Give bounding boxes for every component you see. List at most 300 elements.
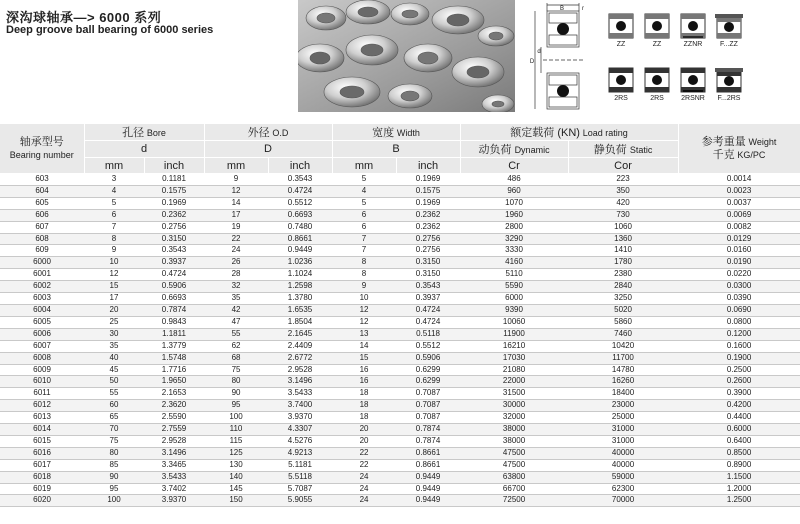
bearings-photo bbox=[298, 0, 515, 112]
cell-dynamic-load: 47500 bbox=[460, 459, 568, 471]
cell-width-inch: 0.2362 bbox=[396, 209, 460, 221]
table-row bbox=[0, 185, 800, 197]
cell-od-mm: 26 bbox=[204, 257, 268, 269]
cell-bore-inch: 0.3543 bbox=[144, 245, 204, 257]
cell-od-mm: 80 bbox=[204, 376, 268, 388]
header-od-inch: inch bbox=[268, 158, 332, 174]
seal-type-f-zz: F...ZZ bbox=[711, 12, 747, 49]
cell-od-mm: 12 bbox=[204, 185, 268, 197]
cell-width-mm: 22 bbox=[332, 447, 396, 459]
cell-bearing-number: 607 bbox=[0, 221, 84, 233]
cell-bore-inch: 0.3150 bbox=[144, 233, 204, 245]
cell-bore-inch: 1.9650 bbox=[144, 376, 204, 388]
table-row bbox=[0, 209, 800, 221]
cell-od-inch: 0.3543 bbox=[268, 174, 332, 186]
cell-weight: 0.6000 bbox=[678, 424, 800, 436]
cell-bearing-number: 6015 bbox=[0, 435, 84, 447]
cell-width-inch: 0.5118 bbox=[396, 328, 460, 340]
cell-bearing-number: 6002 bbox=[0, 281, 84, 293]
cell-static-load: 25000 bbox=[568, 412, 678, 424]
cell-dynamic-load: 3330 bbox=[460, 245, 568, 257]
cell-bore-mm: 10 bbox=[84, 257, 144, 269]
cell-od-mm: 150 bbox=[204, 495, 268, 507]
cell-bore-mm: 3 bbox=[84, 174, 144, 186]
cell-dynamic-load: 9390 bbox=[460, 304, 568, 316]
cell-dynamic-load: 5110 bbox=[460, 269, 568, 281]
cell-od-inch: 3.1496 bbox=[268, 376, 332, 388]
table-row bbox=[0, 388, 800, 400]
cell-dynamic-load: 30000 bbox=[460, 400, 568, 412]
cell-weight: 0.2600 bbox=[678, 376, 800, 388]
cell-width-mm: 12 bbox=[332, 304, 396, 316]
cell-width-inch: 0.5906 bbox=[396, 352, 460, 364]
cell-od-inch: 4.5276 bbox=[268, 435, 332, 447]
cell-bore-mm: 45 bbox=[84, 364, 144, 376]
cell-weight: 1.2500 bbox=[678, 495, 800, 507]
cell-width-inch: 0.3937 bbox=[396, 293, 460, 305]
cell-static-load: 16260 bbox=[568, 376, 678, 388]
header-weight: 参考重量 Weight 千克 KG/PC bbox=[678, 124, 800, 174]
table-row bbox=[0, 400, 800, 412]
cell-od-mm: 22 bbox=[204, 233, 268, 245]
cell-dynamic-load: 31500 bbox=[460, 388, 568, 400]
cell-bearing-number: 604 bbox=[0, 185, 84, 197]
cell-od-mm: 145 bbox=[204, 483, 268, 495]
cell-static-load: 223 bbox=[568, 174, 678, 186]
cell-od-mm: 140 bbox=[204, 471, 268, 483]
cell-bore-mm: 65 bbox=[84, 412, 144, 424]
cell-bore-inch: 0.2756 bbox=[144, 221, 204, 233]
cell-bore-inch: 0.1181 bbox=[144, 174, 204, 186]
cell-bore-inch: 2.9528 bbox=[144, 435, 204, 447]
seal-type-f-2rs: F...2RS bbox=[711, 66, 747, 103]
table-row bbox=[0, 233, 800, 245]
cell-bore-mm: 20 bbox=[84, 304, 144, 316]
cell-bore-inch: 1.3779 bbox=[144, 340, 204, 352]
cell-width-mm: 24 bbox=[332, 495, 396, 507]
cell-width-mm: 20 bbox=[332, 435, 396, 447]
cell-width-inch: 0.3543 bbox=[396, 281, 460, 293]
cell-static-load: 350 bbox=[568, 185, 678, 197]
cell-bore-inch: 1.5748 bbox=[144, 352, 204, 364]
header-width: 宽度 Width bbox=[332, 124, 460, 141]
cell-bearing-number: 6009 bbox=[0, 364, 84, 376]
cell-bearing-number: 609 bbox=[0, 245, 84, 257]
cell-od-mm: 130 bbox=[204, 459, 268, 471]
cell-dynamic-load: 38000 bbox=[460, 424, 568, 436]
cell-static-load: 11700 bbox=[568, 352, 678, 364]
cell-bore-inch: 3.1496 bbox=[144, 447, 204, 459]
cell-bore-inch: 2.5590 bbox=[144, 412, 204, 424]
cell-static-load: 59000 bbox=[568, 471, 678, 483]
cell-weight: 0.1200 bbox=[678, 328, 800, 340]
cell-static-load: 1410 bbox=[568, 245, 678, 257]
table-row bbox=[0, 174, 800, 186]
cell-weight: 0.4400 bbox=[678, 412, 800, 424]
table-row bbox=[0, 495, 800, 507]
table-row bbox=[0, 316, 800, 328]
cell-bore-inch: 0.5906 bbox=[144, 281, 204, 293]
cell-od-inch: 3.9370 bbox=[268, 412, 332, 424]
cell-bore-inch: 0.3937 bbox=[144, 257, 204, 269]
cell-weight: 0.0023 bbox=[678, 185, 800, 197]
table-row bbox=[0, 245, 800, 257]
header-B-symbol: B bbox=[332, 141, 460, 158]
cell-static-load: 3250 bbox=[568, 293, 678, 305]
header-load-rating: 额定载荷 (KN) Load rating bbox=[460, 124, 678, 141]
cell-od-mm: 24 bbox=[204, 245, 268, 257]
cell-width-inch: 0.4724 bbox=[396, 304, 460, 316]
cell-bore-mm: 4 bbox=[84, 185, 144, 197]
cell-dynamic-load: 486 bbox=[460, 174, 568, 186]
cell-bearing-number: 6019 bbox=[0, 483, 84, 495]
cell-bore-mm: 85 bbox=[84, 459, 144, 471]
cell-width-inch: 0.6299 bbox=[396, 376, 460, 388]
cell-od-mm: 75 bbox=[204, 364, 268, 376]
cell-dynamic-load: 4160 bbox=[460, 257, 568, 269]
cell-weight: 0.0082 bbox=[678, 221, 800, 233]
cell-bearing-number: 6003 bbox=[0, 293, 84, 305]
cell-width-mm: 22 bbox=[332, 459, 396, 471]
cell-static-load: 31000 bbox=[568, 424, 678, 436]
cell-od-mm: 28 bbox=[204, 269, 268, 281]
cell-od-mm: 32 bbox=[204, 281, 268, 293]
cell-weight: 0.8900 bbox=[678, 459, 800, 471]
bearing-cross-section-diagram bbox=[513, 1, 601, 114]
cell-od-mm: 62 bbox=[204, 340, 268, 352]
cell-width-mm: 8 bbox=[332, 269, 396, 281]
cell-od-inch: 0.8661 bbox=[268, 233, 332, 245]
cell-bore-inch: 2.1653 bbox=[144, 388, 204, 400]
cell-bore-mm: 100 bbox=[84, 495, 144, 507]
cell-static-load: 730 bbox=[568, 209, 678, 221]
cell-width-mm: 7 bbox=[332, 233, 396, 245]
cell-width-mm: 8 bbox=[332, 257, 396, 269]
cell-bearing-number: 6007 bbox=[0, 340, 84, 352]
cell-od-inch: 5.1181 bbox=[268, 459, 332, 471]
cell-width-mm: 18 bbox=[332, 388, 396, 400]
cell-od-inch: 5.9055 bbox=[268, 495, 332, 507]
cell-dynamic-load: 17030 bbox=[460, 352, 568, 364]
cell-od-mm: 125 bbox=[204, 447, 268, 459]
header-D-symbol: D bbox=[204, 141, 332, 158]
table-row bbox=[0, 221, 800, 233]
cell-od-inch: 1.2598 bbox=[268, 281, 332, 293]
seal-type-2rsnr: 2RSNR bbox=[675, 66, 711, 103]
cell-width-inch: 0.1969 bbox=[396, 174, 460, 186]
cell-bore-mm: 8 bbox=[84, 233, 144, 245]
cell-bearing-number: 608 bbox=[0, 233, 84, 245]
cell-bore-mm: 9 bbox=[84, 245, 144, 257]
cell-bore-inch: 3.3465 bbox=[144, 459, 204, 471]
cell-width-mm: 24 bbox=[332, 483, 396, 495]
cell-dynamic-load: 47500 bbox=[460, 447, 568, 459]
cell-bore-inch: 0.2362 bbox=[144, 209, 204, 221]
cell-weight: 0.0690 bbox=[678, 304, 800, 316]
cell-width-inch: 0.2756 bbox=[396, 233, 460, 245]
cell-static-load: 420 bbox=[568, 197, 678, 209]
cell-od-inch: 5.7087 bbox=[268, 483, 332, 495]
table-row bbox=[0, 257, 800, 269]
cell-static-load: 18400 bbox=[568, 388, 678, 400]
table-row bbox=[0, 483, 800, 495]
cell-static-load: 70000 bbox=[568, 495, 678, 507]
cell-dynamic-load: 3290 bbox=[460, 233, 568, 245]
cell-weight: 0.1900 bbox=[678, 352, 800, 364]
page-title-en: Deep groove ball bearing of 6000 series bbox=[6, 24, 214, 36]
table-row bbox=[0, 352, 800, 364]
cell-width-mm: 18 bbox=[332, 412, 396, 424]
cell-bearing-number: 605 bbox=[0, 197, 84, 209]
cell-bore-mm: 12 bbox=[84, 269, 144, 281]
table-row bbox=[0, 412, 800, 424]
cell-od-inch: 3.5433 bbox=[268, 388, 332, 400]
cell-bore-inch: 3.7402 bbox=[144, 483, 204, 495]
cell-bore-mm: 7 bbox=[84, 221, 144, 233]
table-row bbox=[0, 293, 800, 305]
cell-width-inch: 0.3150 bbox=[396, 269, 460, 281]
cell-bore-mm: 30 bbox=[84, 328, 144, 340]
cell-bearing-number: 6011 bbox=[0, 388, 84, 400]
cell-bearing-number: 6017 bbox=[0, 459, 84, 471]
cell-dynamic-load: 21080 bbox=[460, 364, 568, 376]
cell-od-inch: 1.1024 bbox=[268, 269, 332, 281]
cell-weight: 0.0160 bbox=[678, 245, 800, 257]
table-row bbox=[0, 471, 800, 483]
cell-bore-mm: 55 bbox=[84, 388, 144, 400]
cell-weight: 1.2000 bbox=[678, 483, 800, 495]
cell-od-mm: 110 bbox=[204, 424, 268, 436]
cell-od-inch: 4.9213 bbox=[268, 447, 332, 459]
cell-bore-inch: 0.1575 bbox=[144, 185, 204, 197]
cell-bearing-number: 603 bbox=[0, 174, 84, 186]
cell-od-mm: 19 bbox=[204, 221, 268, 233]
cell-bore-inch: 2.7559 bbox=[144, 424, 204, 436]
cell-od-mm: 17 bbox=[204, 209, 268, 221]
cell-od-mm: 115 bbox=[204, 435, 268, 447]
cell-width-mm: 5 bbox=[332, 197, 396, 209]
cell-width-inch: 0.9449 bbox=[396, 495, 460, 507]
cell-bore-mm: 95 bbox=[84, 483, 144, 495]
cell-weight: 0.8500 bbox=[678, 447, 800, 459]
cell-width-mm: 10 bbox=[332, 293, 396, 305]
table-row bbox=[0, 447, 800, 459]
cell-weight: 0.0037 bbox=[678, 197, 800, 209]
cell-weight: 0.1600 bbox=[678, 340, 800, 352]
cell-width-inch: 0.1575 bbox=[396, 185, 460, 197]
cell-bore-mm: 15 bbox=[84, 281, 144, 293]
cell-od-mm: 95 bbox=[204, 400, 268, 412]
cell-width-inch: 0.7087 bbox=[396, 400, 460, 412]
cell-od-mm: 35 bbox=[204, 293, 268, 305]
cell-static-load: 5860 bbox=[568, 316, 678, 328]
cell-bore-inch: 0.9843 bbox=[144, 316, 204, 328]
cell-bore-mm: 5 bbox=[84, 197, 144, 209]
cell-dynamic-load: 63800 bbox=[460, 471, 568, 483]
cell-bore-mm: 25 bbox=[84, 316, 144, 328]
cell-od-mm: 9 bbox=[204, 174, 268, 186]
cell-width-inch: 0.8661 bbox=[396, 447, 460, 459]
cell-width-inch: 0.9449 bbox=[396, 471, 460, 483]
cell-width-mm: 18 bbox=[332, 400, 396, 412]
table-row bbox=[0, 197, 800, 209]
cell-width-inch: 0.9449 bbox=[396, 483, 460, 495]
cell-width-mm: 12 bbox=[332, 316, 396, 328]
cell-dynamic-load: 38000 bbox=[460, 435, 568, 447]
cell-weight: 0.0129 bbox=[678, 233, 800, 245]
cell-static-load: 1780 bbox=[568, 257, 678, 269]
header-bore: 孔径 Bore bbox=[84, 124, 204, 141]
cell-static-load: 10420 bbox=[568, 340, 678, 352]
cell-bore-mm: 90 bbox=[84, 471, 144, 483]
table-row bbox=[0, 304, 800, 316]
cell-weight: 0.0800 bbox=[678, 316, 800, 328]
cell-weight: 0.0300 bbox=[678, 281, 800, 293]
cell-bearing-number: 6020 bbox=[0, 495, 84, 507]
cell-width-inch: 0.7087 bbox=[396, 388, 460, 400]
cell-static-load: 23000 bbox=[568, 400, 678, 412]
cell-dynamic-load: 5590 bbox=[460, 281, 568, 293]
cell-static-load: 62300 bbox=[568, 483, 678, 495]
cell-width-inch: 0.4724 bbox=[396, 316, 460, 328]
table-row bbox=[0, 376, 800, 388]
seal-type-zz-1: ZZ bbox=[603, 12, 639, 49]
cell-weight: 0.3900 bbox=[678, 388, 800, 400]
cell-bore-mm: 50 bbox=[84, 376, 144, 388]
page-title-zh: 深沟球轴承—> 6000 系列 bbox=[6, 10, 162, 25]
cell-bore-inch: 0.6693 bbox=[144, 293, 204, 305]
cell-od-inch: 2.6772 bbox=[268, 352, 332, 364]
cell-width-mm: 6 bbox=[332, 209, 396, 221]
cell-od-mm: 68 bbox=[204, 352, 268, 364]
cell-bearing-number: 6005 bbox=[0, 316, 84, 328]
diagram-label-D: D bbox=[529, 59, 535, 65]
cell-width-inch: 0.7087 bbox=[396, 412, 460, 424]
cell-bore-inch: 0.1969 bbox=[144, 197, 204, 209]
cell-bore-inch: 3.9370 bbox=[144, 495, 204, 507]
cell-od-inch: 2.4409 bbox=[268, 340, 332, 352]
cell-static-load: 1360 bbox=[568, 233, 678, 245]
cell-bearing-number: 6001 bbox=[0, 269, 84, 281]
cell-od-inch: 3.7400 bbox=[268, 400, 332, 412]
cell-weight: 0.0014 bbox=[678, 174, 800, 186]
cell-od-inch: 1.6535 bbox=[268, 304, 332, 316]
cell-od-inch: 0.6693 bbox=[268, 209, 332, 221]
header-cor: Cor bbox=[568, 158, 678, 174]
cell-od-inch: 0.9449 bbox=[268, 245, 332, 257]
table-row bbox=[0, 269, 800, 281]
diagram-label-r: r bbox=[582, 6, 584, 12]
cell-dynamic-load: 72500 bbox=[460, 495, 568, 507]
cell-bearing-number: 6004 bbox=[0, 304, 84, 316]
cell-bore-mm: 60 bbox=[84, 400, 144, 412]
cell-bore-mm: 75 bbox=[84, 435, 144, 447]
table-row bbox=[0, 424, 800, 436]
cell-width-mm: 15 bbox=[332, 352, 396, 364]
cell-width-inch: 0.5512 bbox=[396, 340, 460, 352]
cell-dynamic-load: 66700 bbox=[460, 483, 568, 495]
cell-bore-mm: 35 bbox=[84, 340, 144, 352]
cell-dynamic-load: 2800 bbox=[460, 221, 568, 233]
cell-od-mm: 100 bbox=[204, 412, 268, 424]
cell-weight: 0.0069 bbox=[678, 209, 800, 221]
cell-od-inch: 0.4724 bbox=[268, 185, 332, 197]
cell-width-inch: 0.3150 bbox=[396, 257, 460, 269]
cell-width-inch: 0.2362 bbox=[396, 221, 460, 233]
cell-weight: 0.0220 bbox=[678, 269, 800, 281]
table-row bbox=[0, 364, 800, 376]
cell-dynamic-load: 1070 bbox=[460, 197, 568, 209]
cell-static-load: 1060 bbox=[568, 221, 678, 233]
cell-weight: 0.0390 bbox=[678, 293, 800, 305]
cell-bearing-number: 6012 bbox=[0, 400, 84, 412]
header-static: 静负荷 Static bbox=[568, 141, 678, 158]
cell-width-inch: 0.6299 bbox=[396, 364, 460, 376]
cell-width-mm: 20 bbox=[332, 424, 396, 436]
cell-static-load: 5020 bbox=[568, 304, 678, 316]
cell-width-mm: 6 bbox=[332, 221, 396, 233]
cell-bore-inch: 1.7716 bbox=[144, 364, 204, 376]
cell-weight: 0.2500 bbox=[678, 364, 800, 376]
cell-width-mm: 14 bbox=[332, 340, 396, 352]
cell-width-mm: 13 bbox=[332, 328, 396, 340]
cell-width-mm: 24 bbox=[332, 471, 396, 483]
cell-width-inch: 0.2756 bbox=[396, 245, 460, 257]
cell-od-mm: 47 bbox=[204, 316, 268, 328]
cell-bore-inch: 3.5433 bbox=[144, 471, 204, 483]
table-row bbox=[0, 340, 800, 352]
cell-width-mm: 7 bbox=[332, 245, 396, 257]
cell-bearing-number: 606 bbox=[0, 209, 84, 221]
cell-bearing-number: 6014 bbox=[0, 424, 84, 436]
cell-bore-inch: 2.3620 bbox=[144, 400, 204, 412]
cell-od-mm: 90 bbox=[204, 388, 268, 400]
cell-bore-mm: 70 bbox=[84, 424, 144, 436]
cell-dynamic-load: 32000 bbox=[460, 412, 568, 424]
header-dynamic: 动负荷 Dynamic bbox=[460, 141, 568, 158]
cell-width-mm: 16 bbox=[332, 364, 396, 376]
table-row bbox=[0, 459, 800, 471]
cell-static-load: 2840 bbox=[568, 281, 678, 293]
cell-od-inch: 4.3307 bbox=[268, 424, 332, 436]
cell-od-inch: 1.0236 bbox=[268, 257, 332, 269]
cell-od-inch: 2.1645 bbox=[268, 328, 332, 340]
cell-dynamic-load: 10060 bbox=[460, 316, 568, 328]
seal-type-zznr: ZZNR bbox=[675, 12, 711, 49]
bearing-spec-table bbox=[0, 124, 800, 507]
diagram-label-d: d bbox=[537, 49, 541, 55]
cell-width-mm: 9 bbox=[332, 281, 396, 293]
cell-bore-inch: 0.4724 bbox=[144, 269, 204, 281]
cell-od-inch: 1.3780 bbox=[268, 293, 332, 305]
cell-bearing-number: 6008 bbox=[0, 352, 84, 364]
cell-bore-mm: 17 bbox=[84, 293, 144, 305]
table-row bbox=[0, 281, 800, 293]
cell-bearing-number: 6010 bbox=[0, 376, 84, 388]
cell-bore-mm: 40 bbox=[84, 352, 144, 364]
cell-od-mm: 42 bbox=[204, 304, 268, 316]
cell-width-inch: 0.8661 bbox=[396, 459, 460, 471]
cell-dynamic-load: 1960 bbox=[460, 209, 568, 221]
cell-width-mm: 5 bbox=[332, 174, 396, 186]
header-width-mm: mm bbox=[332, 158, 396, 174]
header-bore-mm: mm bbox=[84, 158, 144, 174]
cell-weight: 0.0190 bbox=[678, 257, 800, 269]
cell-bearing-number: 6016 bbox=[0, 447, 84, 459]
table-row bbox=[0, 328, 800, 340]
cell-bore-inch: 0.7874 bbox=[144, 304, 204, 316]
cell-od-inch: 0.7480 bbox=[268, 221, 332, 233]
